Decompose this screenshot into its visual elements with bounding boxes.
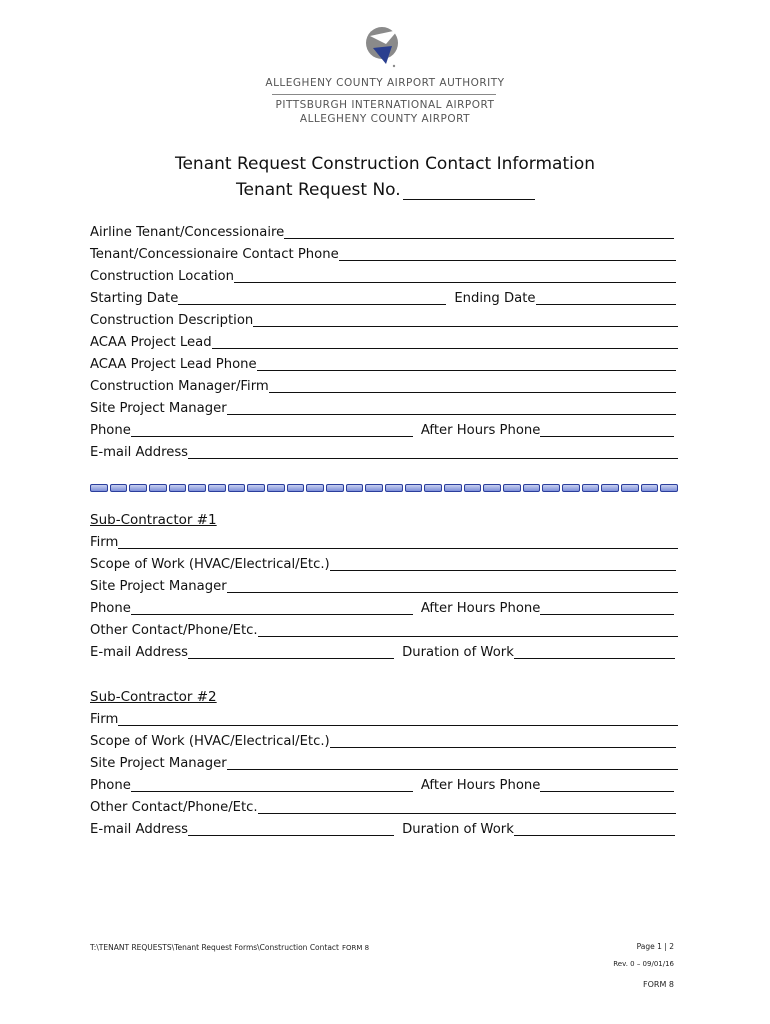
field-label: Site Project Manager: [90, 401, 227, 416]
sub2-after-hours-input[interactable]: [540, 790, 674, 792]
revision: Rev. 0 – 09/01/16: [613, 960, 674, 968]
site-project-manager-input[interactable]: [227, 413, 676, 415]
sub2-email-input[interactable]: [188, 834, 394, 836]
field-label: E-mail Address: [90, 645, 189, 660]
field-label: Phone: [90, 601, 131, 616]
sub1-other-contact-input[interactable]: [258, 635, 678, 637]
field-label: Tenant/Concessionaire Contact Phone: [90, 247, 339, 262]
field-label: E-mail Address: [90, 822, 189, 837]
field-label: Site Project Manager: [90, 756, 227, 771]
sub1-email-duration: [90, 642, 675, 662]
sub1-firm: [90, 532, 678, 552]
sub1-email-input[interactable]: [188, 657, 394, 659]
field-email: [90, 442, 678, 462]
sub2-scope-input[interactable]: [330, 746, 676, 748]
sub1-site-manager: [90, 576, 678, 596]
sub2-firm: [90, 709, 678, 729]
starting-date-input[interactable]: [178, 303, 446, 305]
field-construction-manager: [90, 376, 676, 396]
sub2-site-manager-input[interactable]: [227, 768, 678, 770]
sub1-other-contact: [90, 620, 678, 640]
sub1-phones: [90, 598, 674, 618]
field-label: Airline Tenant/Concessionaire: [90, 225, 285, 240]
field-acaa-project-lead-phone: [90, 354, 676, 374]
sub1-scope: [90, 554, 676, 574]
field-label: Starting Date: [90, 291, 179, 306]
construction-location-input[interactable]: [234, 281, 676, 283]
sub2-phone-input[interactable]: [131, 790, 413, 792]
field-airline-tenant: [90, 222, 674, 242]
field-label: Firm: [90, 535, 119, 550]
field-label: Firm: [90, 712, 119, 727]
sub2-site-manager: [90, 753, 678, 773]
ending-date-input[interactable]: [536, 303, 677, 305]
form-title: Tenant Request Construction Contact Information: [174, 154, 596, 174]
file-path-form: FORM 8: [342, 944, 370, 952]
acaa-logo-icon: [364, 26, 404, 68]
tenant-phone-input[interactable]: [339, 259, 676, 261]
acaa-project-lead-input[interactable]: [212, 347, 678, 349]
field-label: Construction Location: [90, 269, 234, 284]
form-number: FORM 8: [643, 980, 674, 989]
field-tenant-phone: [90, 244, 676, 264]
field-acaa-project-lead: [90, 332, 678, 352]
email-input[interactable]: [188, 457, 678, 459]
airport-name-2: ALLEGHENY COUNTY AIRPORT: [299, 113, 471, 125]
tenant-request-no-label: Tenant Request No.: [236, 180, 401, 200]
field-label: Construction Description: [90, 313, 254, 328]
file-path: [90, 943, 369, 952]
field-label: Site Project Manager: [90, 579, 227, 594]
sub1-firm-input[interactable]: [118, 547, 678, 549]
field-label: Phone: [90, 778, 131, 793]
tenant-request-no: [236, 180, 535, 200]
field-label: Phone: [90, 423, 131, 438]
org-divider: [272, 94, 496, 95]
field-label: Scope of Work (HVAC/Electrical/Etc.): [90, 734, 330, 749]
field-label: Duration of Work: [402, 645, 514, 660]
field-label: ACAA Project Lead Phone: [90, 357, 257, 372]
field-phones: [90, 420, 674, 440]
field-label: Other Contact/Phone/Etc.: [90, 623, 258, 638]
field-construction-description: [90, 310, 678, 330]
sub2-firm-input[interactable]: [118, 724, 678, 726]
field-site-project-manager: [90, 398, 676, 418]
field-label: Construction Manager/Firm: [90, 379, 269, 394]
field-label: Other Contact/Phone/Etc.: [90, 800, 258, 815]
field-construction-location: [90, 266, 676, 286]
field-label: Ending Date: [454, 291, 536, 306]
sub1-heading: Sub-Contractor #1: [90, 512, 217, 528]
after-hours-phone-input[interactable]: [540, 435, 674, 437]
airline-tenant-input[interactable]: [284, 237, 674, 239]
airport-name-1: PITTSBURGH INTERNATIONAL AIRPORT: [275, 99, 495, 111]
field-label: After Hours Phone: [420, 778, 541, 793]
sub1-duration-input[interactable]: [514, 657, 675, 659]
sub2-email-duration: [90, 819, 675, 839]
sub2-other-contact: [90, 797, 676, 817]
sub1-scope-input[interactable]: [330, 569, 676, 571]
sub2-duration-input[interactable]: [514, 834, 675, 836]
sub2-heading: Sub-Contractor #2: [90, 689, 217, 705]
phone-input[interactable]: [131, 435, 413, 437]
section-divider: [90, 483, 678, 492]
sub2-scope: [90, 731, 676, 751]
construction-description-input[interactable]: [253, 325, 678, 327]
field-dates: [90, 288, 676, 308]
page-number: Page 1 | 2: [636, 942, 674, 951]
sub1-phone-input[interactable]: [131, 613, 413, 615]
construction-manager-input[interactable]: [269, 391, 676, 393]
field-label: E-mail Address: [90, 445, 189, 460]
field-label: ACAA Project Lead: [90, 335, 212, 350]
acaa-project-lead-phone-input[interactable]: [257, 369, 676, 371]
org-name: ALLEGHENY COUNTY AIRPORT AUTHORITY: [265, 77, 505, 89]
field-label: Scope of Work (HVAC/Electrical/Etc.): [90, 557, 330, 572]
field-label: After Hours Phone: [420, 423, 541, 438]
field-label: Duration of Work: [402, 822, 514, 837]
sub2-other-contact-input[interactable]: [258, 812, 676, 814]
sub1-site-manager-input[interactable]: [227, 591, 678, 593]
sub1-after-hours-input[interactable]: [540, 613, 674, 615]
tenant-request-no-field[interactable]: [403, 182, 535, 200]
file-path-text: T:\TENANT REQUESTS\Tenant Request Forms\Construction Contact: [90, 943, 340, 952]
sub2-phones: [90, 775, 674, 795]
field-label: After Hours Phone: [420, 601, 541, 616]
